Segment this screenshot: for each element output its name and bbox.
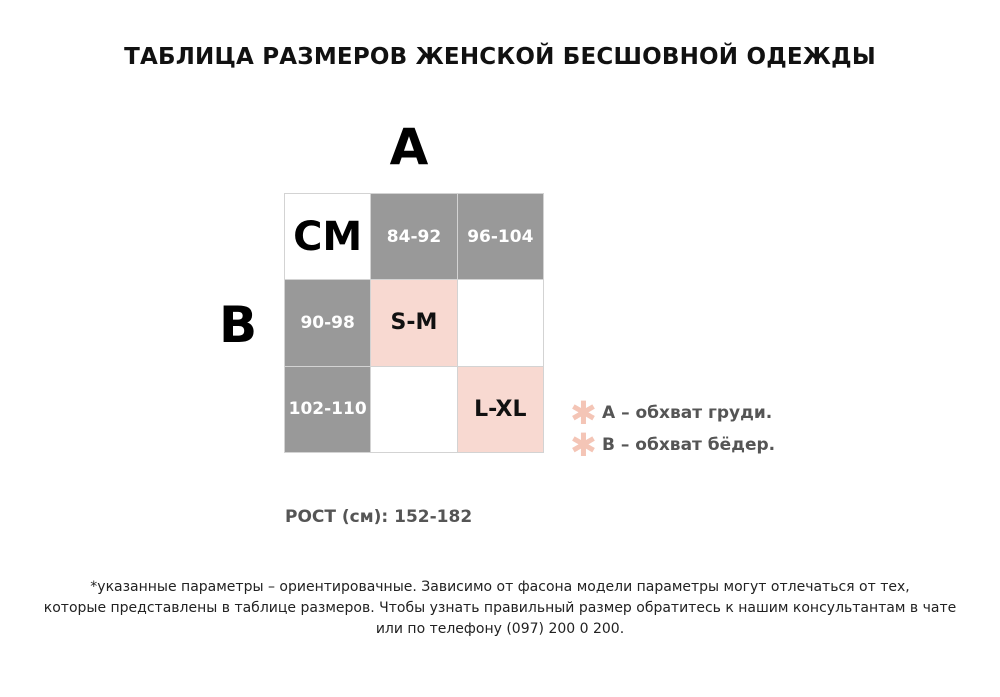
asterisk-icon: ✱ — [570, 426, 597, 464]
footnote-line-3: или по телефону (097) 200 0 200. — [375, 621, 625, 637]
row-header-hips-2: 102-110 — [285, 367, 370, 452]
legend — [570, 394, 776, 464]
footnote-line-1: *указанные параметры – ориентировачные. Зависимо от фасона модели параметры могут отлечаться от тех, — [90, 579, 910, 595]
empty-cell — [458, 280, 543, 365]
legend-item-chest — [570, 394, 775, 432]
height-note: РОСТ (см): 152-182 — [285, 507, 473, 527]
axis-label-a: A — [389, 118, 429, 176]
legend-text-hips: B – обхват бёдер. — [602, 435, 776, 455]
page-title: ТАБЛИЦА РАЗМЕРОВ ЖЕНСКОЙ БЕСШОВНОЙ ОДЕЖДЫ — [124, 44, 876, 70]
size-cell-l-xl: L-XL — [458, 367, 543, 452]
size-cell-s-m: S-M — [371, 280, 456, 365]
size-table — [284, 193, 544, 453]
asterisk-icon: ✱ — [570, 394, 597, 432]
column-header-chest-1: 84-92 — [371, 194, 456, 279]
column-header-chest-2: 96-104 — [458, 194, 543, 279]
legend-text-chest: A – обхват груди. — [602, 403, 773, 423]
empty-cell — [371, 367, 456, 452]
footnote — [20, 577, 980, 640]
legend-item-hips — [570, 426, 776, 464]
unit-cell: CM — [285, 194, 370, 279]
axis-label-b: B — [218, 296, 258, 354]
row-header-hips-1: 90-98 — [285, 280, 370, 365]
footnote-line-2: которые представлены в таблице размеров. Чтобы узнать правильный размер обратитесь к нашим консультантам в чате — [43, 600, 957, 616]
